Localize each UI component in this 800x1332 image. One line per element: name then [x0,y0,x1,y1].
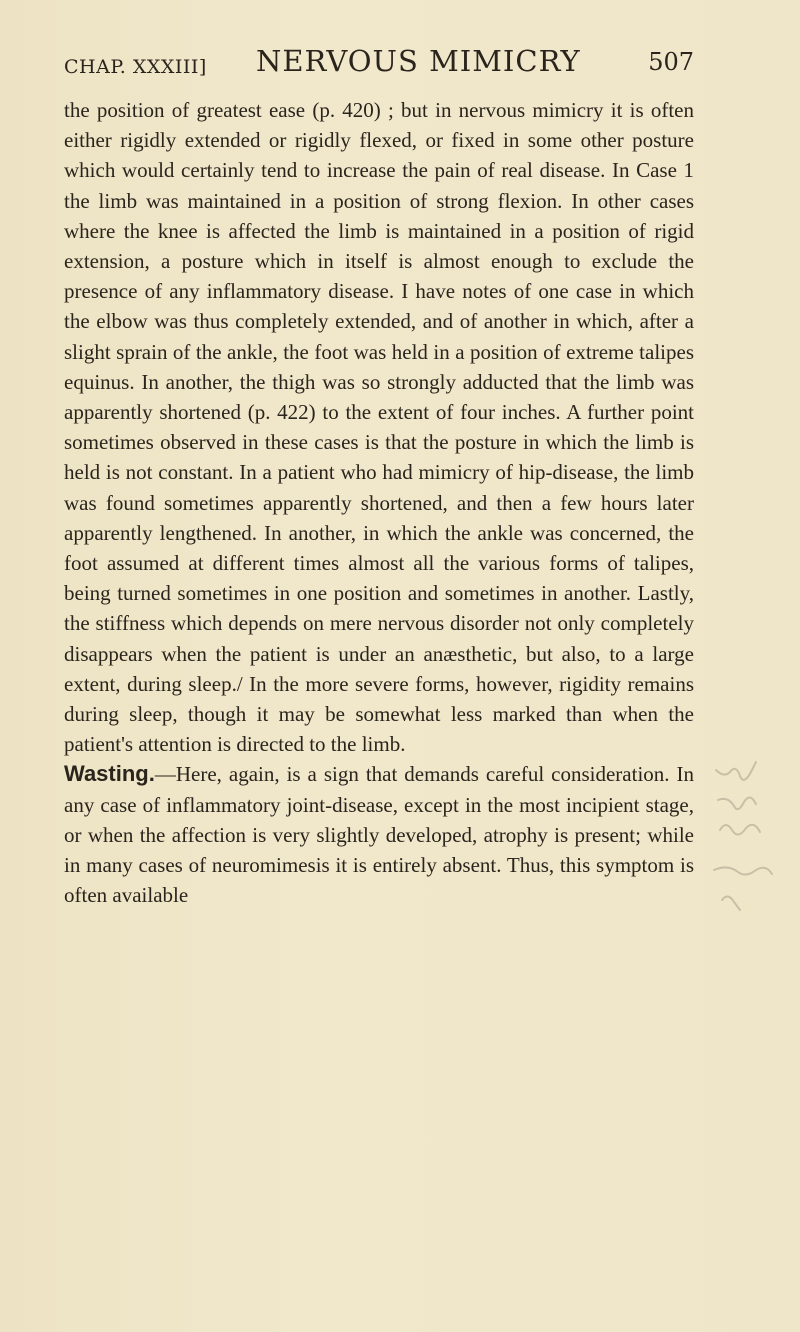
paragraph-wasting-text: —Here, again, is a sign that demands careful consideration. In any case of inflammatory joint-disease, except in the most incipient stage, or when the affection is very slightly developed, atrophy is present; while in many cases of neuromimesis it is entirely absent. Thus, this symptom is often available [64,762,694,908]
chapter-label: CHAP. XXXIII] [64,56,207,78]
body-text [64,95,694,910]
running-header [64,42,694,82]
paragraph-wasting [64,759,694,910]
paragraph-posture: the position of greatest ease (p. 420) ; but in nervous mimicry it is often either rigidly extended or rigidly flexed, or fixed in some other posture which would certainly tend to increase the pain of real disease. In Case 1 the limb was maintained in a position of strong flexion. In other cases where the knee is affected the limb is maintained in a position of rigid extension, a posture which in itself is almost enough to exclude the presence of any inflammatory disease. I have notes of one case in which the elbow was thus completely extended, and of another in which, after a slight sprain of the ankle, the foot was held in a position of extreme talipes equinus. In another, the thigh was so strongly adducted that the limb was apparently shortened (p. 422) to the extent of four inches. A further point sometimes observed in these cases is that the posture in which the limb is held is not constant. In a patient who had mimicry of hip-disease, the limb was found sometimes apparently shortened, and then a few hours later apparently lengthened. In another, in which the ankle was concerned, the foot assumed at different times almost all the various forms of talipes, being turned sometimes in one position and sometimes in another. Lastly, the stiffness which depends on mere nervous disorder not only completely disappears when the patient is under an anæsthetic, but also, to a large extent, during sleep./ In the more severe forms, however, rigidity remains during sleep, though it may be somewhat less marked than when the patient's attention is directed to the limb. [64,98,694,757]
page-number: 507 [648,48,694,76]
pencil-marginalia-icon [712,760,800,920]
section-heading-wasting: Wasting. [64,761,155,787]
running-title: NERVOUS MIMICRY [256,44,581,78]
